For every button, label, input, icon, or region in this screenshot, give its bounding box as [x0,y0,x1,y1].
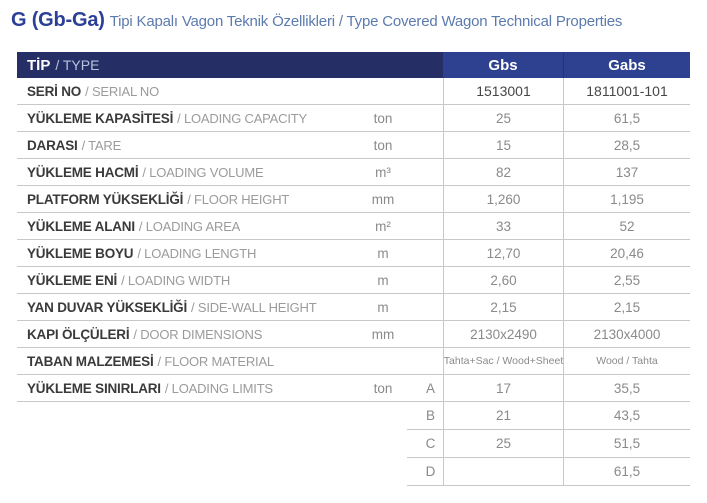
cell-gabs: 51,5 [563,430,690,457]
row-letter [418,213,443,239]
row-unit: ton [373,137,393,153]
row-unit: mm [371,191,395,207]
subrow-cells [407,430,690,458]
cell-gbs: 2,60 [443,267,563,293]
row-unit: m [377,272,389,288]
page-title [11,9,622,32]
table-header-row [17,52,690,78]
header-type-tr: TİP [27,56,51,74]
subrow-cells [407,402,690,430]
table-row-door-dimensions [17,321,690,348]
row-letter [418,321,443,347]
row-letter [418,186,443,212]
row-label: TABAN MALZEMESİ / FLOOR MATERIAL [27,353,274,369]
row-letter [418,348,443,374]
row-label: YÜKLEME SINIRLARI / LOADING LIMITS [27,380,273,396]
row-letter: B [425,408,435,423]
table-row-serial-no [17,78,690,105]
cell-gbs: 12,70 [443,240,563,266]
cell-gabs: 2,15 [563,294,690,320]
loading-limit-subrow-c [17,430,690,458]
loading-limit-subrow-d [17,458,690,486]
row-letter [418,105,443,131]
row-letter: A [425,380,435,396]
row-letter [418,294,443,320]
cell-gabs: 1,195 [563,186,690,212]
row-unit: m³ [375,164,391,180]
cell-gabs: 61,5 [563,105,690,131]
header-type-en: / TYPE [55,57,100,73]
cell-gbs: 25 [443,430,563,457]
row-label: PLATFORM YÜKSEKLİĞİ / FLOOR HEIGHT [27,191,290,207]
cell-gbs: 2,15 [443,294,563,320]
loading-limit-subrow-b [17,402,690,430]
cell-gbs: 82 [443,159,563,185]
cell-gabs: 28,5 [563,132,690,158]
row-letter: D [425,464,436,479]
row-letter [418,240,443,266]
row-unit: m [377,245,389,261]
row-letter [418,78,443,104]
table-row-loading-length [17,240,690,267]
row-letter: C [425,436,436,451]
row-unit: ton [373,110,393,126]
cell-gbs: 2130x2490 [443,321,563,347]
header-type [17,52,443,78]
cell-gabs: 43,5 [563,402,690,429]
table-row-loading-capacity [17,105,690,132]
table-row-loading-area [17,213,690,240]
cell-gbs: 25 [443,105,563,131]
cell-gbs: Tahta+Sac / Wood+Sheet [443,348,563,374]
row-label: DARASI / TARE [27,137,122,153]
cell-gabs: 1811001-101 [563,78,690,104]
row-unit: ton [373,380,393,396]
row-unit: mm [371,326,395,342]
table-row-loading-volume [17,159,690,186]
title-series: G (Gb-Ga) [11,9,105,31]
cell-gabs: 35,5 [563,375,690,401]
cell-gbs [443,458,563,485]
cell-gabs: 2,55 [563,267,690,293]
spec-table [17,52,690,486]
subrow-cells [407,458,690,486]
row-label: YÜKLEME BOYU / LOADING LENGTH [27,245,257,261]
row-letter [418,159,443,185]
cell-gabs: 20,46 [563,240,690,266]
row-label: YÜKLEME KAPASİTESİ / LOADING CAPACITY [27,110,307,126]
cell-gabs: 2130x4000 [563,321,690,347]
cell-gbs: 17 [443,375,563,401]
row-label: YAN DUVAR YÜKSEKLİĞİ / SIDE-WALL HEIGHT [27,299,317,315]
table-row-loading-limits-a [17,375,690,402]
table-row-floor-height [17,186,690,213]
cell-gabs: 137 [563,159,690,185]
row-label: YÜKLEME ENİ / LOADING WIDTH [27,272,231,288]
row-label: KAPI ÖLÇÜLERİ / DOOR DIMENSIONS [27,326,263,342]
row-letter [418,267,443,293]
row-unit: m [377,299,389,315]
cell-gabs: 61,5 [563,458,690,485]
row-unit [348,348,418,374]
table-row-floor-material [17,348,690,375]
cell-gbs: 15 [443,132,563,158]
column-header-gabs: Gabs [563,52,690,78]
row-unit: m² [375,218,391,234]
table-row-tare [17,132,690,159]
row-label: SERİ NO / SERIAL NO [27,83,160,99]
row-letter [418,132,443,158]
cell-gbs: 1,260 [443,186,563,212]
column-header-gbs: Gbs [443,52,563,78]
table-row-side-wall-height [17,294,690,321]
row-label: YÜKLEME ALANI / LOADING AREA [27,218,241,234]
row-unit [348,78,418,104]
row-label: YÜKLEME HACMİ / LOADING VOLUME [27,164,264,180]
cell-gabs: Wood / Tahta [563,348,690,374]
title-subtitle: Tipi Kapalı Vagon Teknik Özellikleri / Type Covered Wagon Technical Properties [109,13,623,30]
cell-gbs: 33 [443,213,563,239]
table-row-loading-width [17,267,690,294]
cell-gbs: 21 [443,402,563,429]
cell-gbs: 1513001 [443,78,563,104]
cell-gabs: 52 [563,213,690,239]
